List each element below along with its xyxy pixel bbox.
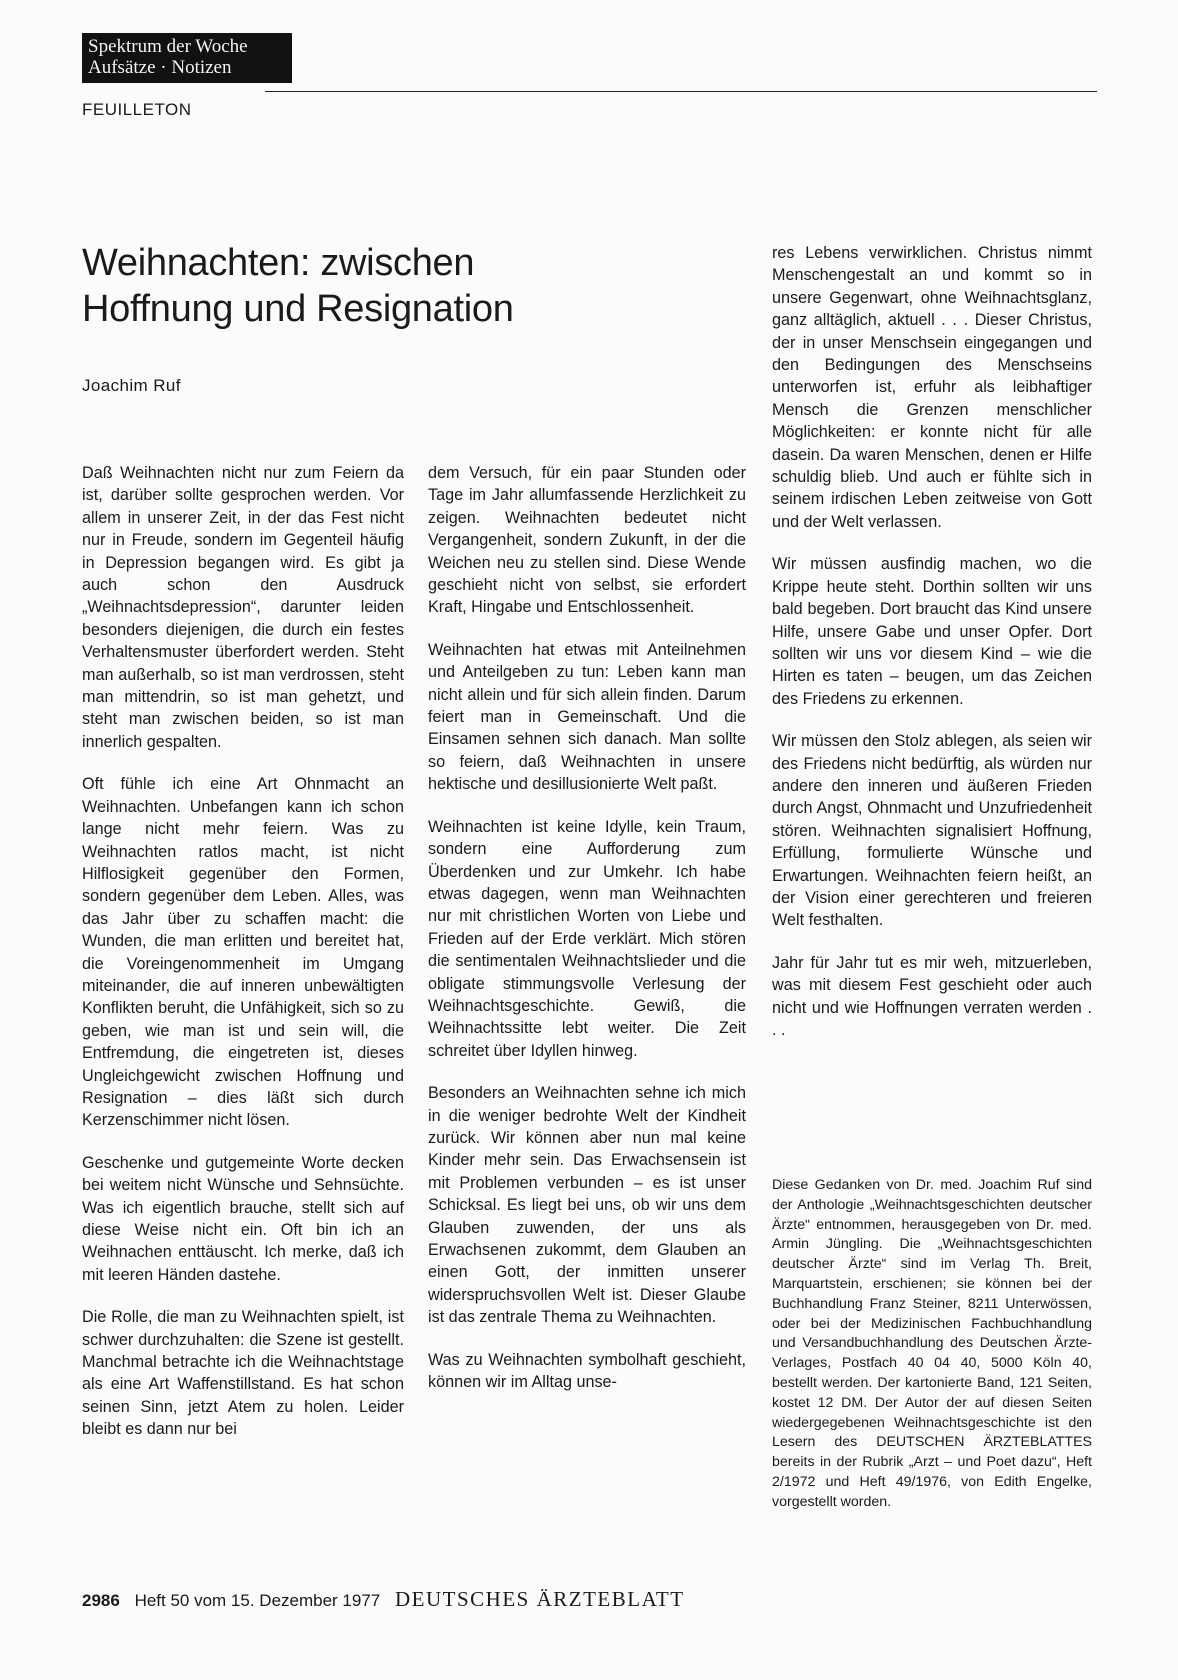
issue-info: Heft 50 vom 15. Dezember 1977 — [134, 1591, 381, 1610]
paragraph: Oft fühle ich eine Art Ohnmacht an Weihnachten. Unbefangen kann ich schon lange nicht mehr feiern. Was zu Weihnachten ratlos macht, ist nicht Hilflosigkeit gegenüber den Formen, sondern gegenüber dem Leben. Alles, was das Jahr über zu schaffen macht: die Wunden, die man erlitten und bereitet hat, die Voreingenommenheit im Umgang miteinander, die auf inneren unbewältigten Konflikten beruht, die Unfähigkeit, sich so zu geben, wie man ist und sein will, die Entfremdung, die eingetreten ist, dieses Ungleichgewicht zwischen Hoffnung und Resignation – dies läßt sich durch Kerzenschimmer nicht lösen. — [82, 775, 404, 1130]
badge-line-1: Spektrum der Woche — [88, 36, 248, 57]
article-title — [82, 240, 642, 332]
page-footer — [82, 1587, 685, 1612]
paragraph: Was zu Weihnachten symbolhaft geschieht, können wir im Alltag unse- — [428, 1350, 746, 1392]
paragraph: Die Rolle, die man zu Weihnachten spielt, ist schwer durchzuhalten: die Szene ist gestellt. Manchmal betrachte ich die Weihnachtstage als eine Art Waffenstillstand. Es hat schon seinen Sinn, jetzt Atem zu holen. Leider bleibt es dann nur bei — [82, 1308, 404, 1439]
section-badge — [82, 33, 292, 83]
badge-line-2: Aufsätze · Notizen — [88, 57, 232, 78]
article-author: Joachim Ruf — [82, 376, 181, 395]
paragraph: Geschenke und gutgemeinte Worte decken bei weitem nicht Wünsche und Sehnsüchte. Was ich eigentlich brauche, stellt sich auf diese Weise nicht ein. Oft bin ich an Weihnachen enttäuscht. Ich merke, daß ich mit leeren Händen dastehe. — [82, 1153, 404, 1284]
paragraph: Wir müssen den Stolz ablegen, als seien wir des Friedens nicht bedürftig, als würden nur andere den inneren und äußeren Frieden durch Angst, Ohnmacht und Unzufriedenheit stören. Weihnachten signalisiert Hoffnung, Erfüllung, formulierte Wünsche und Erwartungen. Weihnachten feiern heißt, an der Vision einer gerechteren und freieren Welt festhalten. — [772, 732, 1092, 930]
page-number: 2986 — [82, 1591, 120, 1610]
editorial-note: Diese Gedanken von Dr. med. Joachim Ruf sind der Anthologie „Weihnachtsgeschichten deutscher Ärzte“ entnommen, herausgegeben von Dr. med. Armin Jüngling. Die „Weihnachtsgeschichten deutscher Ärzte“ sind im Verlag Th. Breit, Marquartstein, erschienen; sie können bei der Buchhandlung Franz Steiner, 8211 Unterwössen, oder bei der Medizinischen Fachbuchhandlung und Versandbuchhandlung des Deutschen Ärzte-Verlages, Postfach 40 04 40, 5000 Köln 40, bestellt werden. Der kartonierte Band, 121 Seiten, kostet 12 DM. Der Autor der auf diesen Seiten wiedergegebenen Weihnachtsgeschichte ist den Lesern des DEUTSCHEN ÄRZTEBLATTES bereits in der Rubrik „Arzt – und Poet dazu“, Heft 2/1972 und Heft 49/1976, von Edith Engelke, vorgestellt worden. — [772, 1177, 1092, 1510]
paragraph: dem Versuch, für ein paar Stunden oder Tage im Jahr allumfassende Herzlichkeit zu zeigen. Weihnachten bedeutet nicht Vergangenheit, sondern Zukunft, in der die Weichen neu zu stellen sind. Diese Wende geschieht nicht von selbst, sie erfordert Kraft, Hingabe und Entschlossenheit. — [428, 464, 746, 617]
paragraph: Wir müssen ausfindig machen, wo die Krippe heute steht. Dorthin sollten wir uns bald begeben. Dort braucht das Kind unsere Hilfe, unsere Gabe und unser Opfer. Dort sollten wir uns vor diesem Kind – wie die Hirten es taten – beugen, um das Zeichen des Friedens zu erkennen. — [772, 555, 1092, 708]
paragraph: Jahr für Jahr tut es mir weh, mitzuerleben, was mit diesem Fest geschieht oder auch nicht und wie Hoffnungen verraten werden . . . — [772, 953, 1092, 1039]
paragraph: res Lebens verwirklichen. Christus nimmt Menschengestalt an und kommt so in unsere Gegenwart, ohne Weihnachtsglanz, ganz alltäglich, aktuell . . . Dieser Christus, der in unser Menschsein eingegangen und den Bedingungen des Menschseins unterworfen ist, erfuhr als leibhaftiger Mensch die Grenzen menschlicher Möglichkeiten: er konnte nicht für alle dasein. Da waren Menschen, denen er Hilfe schuldig blieb. Und auch er fühlte sich in seinem irdischen Leben zeitweise von Gott und der Welt verlassen. — [772, 244, 1092, 531]
title-line-1: Weihnachten: zwischen — [82, 242, 475, 284]
paragraph: Weihnachten ist keine Idylle, kein Traum, sondern eine Aufforderung zum Überdenken und zur Umkehr. Ich habe etwas dagegen, wenn man Weihnachten nur mit christlichen Worten von Liebe und Frieden auf der Erde verklärt. Mich stören die sentimentalen Weihnachtslieder und die obligate stimmungsvolle Verlesung der Weihnachtsgeschichte. Gewiß, die Weihnachtssitte lebt weiter. Die Zeit schreitet über Idyllen hinweg. — [428, 817, 746, 1060]
paragraph: Besonders an Weihnachten sehne ich mich in die weniger bedrohte Welt der Kindheit zurück. Wir können aber nun mal keine Kinder mehr sein. Das Erwachsensein ist mit Problemen verbunden – es ist unser Schicksal. Es liegt bei uns, ob wir uns dem Glauben zuwenden, der uns als Erwachsenen zukommt, dem Glauben an einen Gott, der inmitten unserer widerspruchsvollen Welt ist. Dieser Glaube ist das zentrale Thema zu Weihnachten. — [428, 1084, 746, 1327]
paragraph: Weihnachten hat etwas mit Anteilnehmen und Anteilgeben zu tun: Leben kann man nicht allein und für sich allein finden. Darum feiert man in Gemeinschaft. Und die Einsamen sehnen sich danach. Man sollte so feiern, daß Weihnachten in unsere hektische und desillusionierte Welt paßt. — [428, 640, 746, 794]
text-column-2 — [428, 462, 746, 1413]
text-column-3 — [772, 242, 1092, 1061]
title-line-2: Hoffnung und Resignation — [82, 288, 514, 330]
paragraph: Daß Weihnachten nicht nur zum Feiern da ist, darüber sollte gesprochen werden. Vor allem in unserer Zeit, in der das Fest nicht nur in Freude, sondern im Gegenteil häufig in Depression begangen wird. Es gibt ja auch schon den Ausdruck „Weihnachtsdepression“, darunter leiden besonders diejenigen, die durch ein festes Verhaltensmuster überfordert werden. Steht man außerhalb, so ist man verdrossen, steht man mittendrin, so ist man gehetzt, und steht man zwischen beiden, so ist man innerlich gespalten. — [82, 464, 404, 751]
text-column-1 — [82, 462, 404, 1461]
journal-name: DEUTSCHES ÄRZTEBLATT — [394, 1587, 685, 1611]
section-label: FEUILLETON — [82, 100, 192, 119]
header-divider — [265, 91, 1097, 92]
